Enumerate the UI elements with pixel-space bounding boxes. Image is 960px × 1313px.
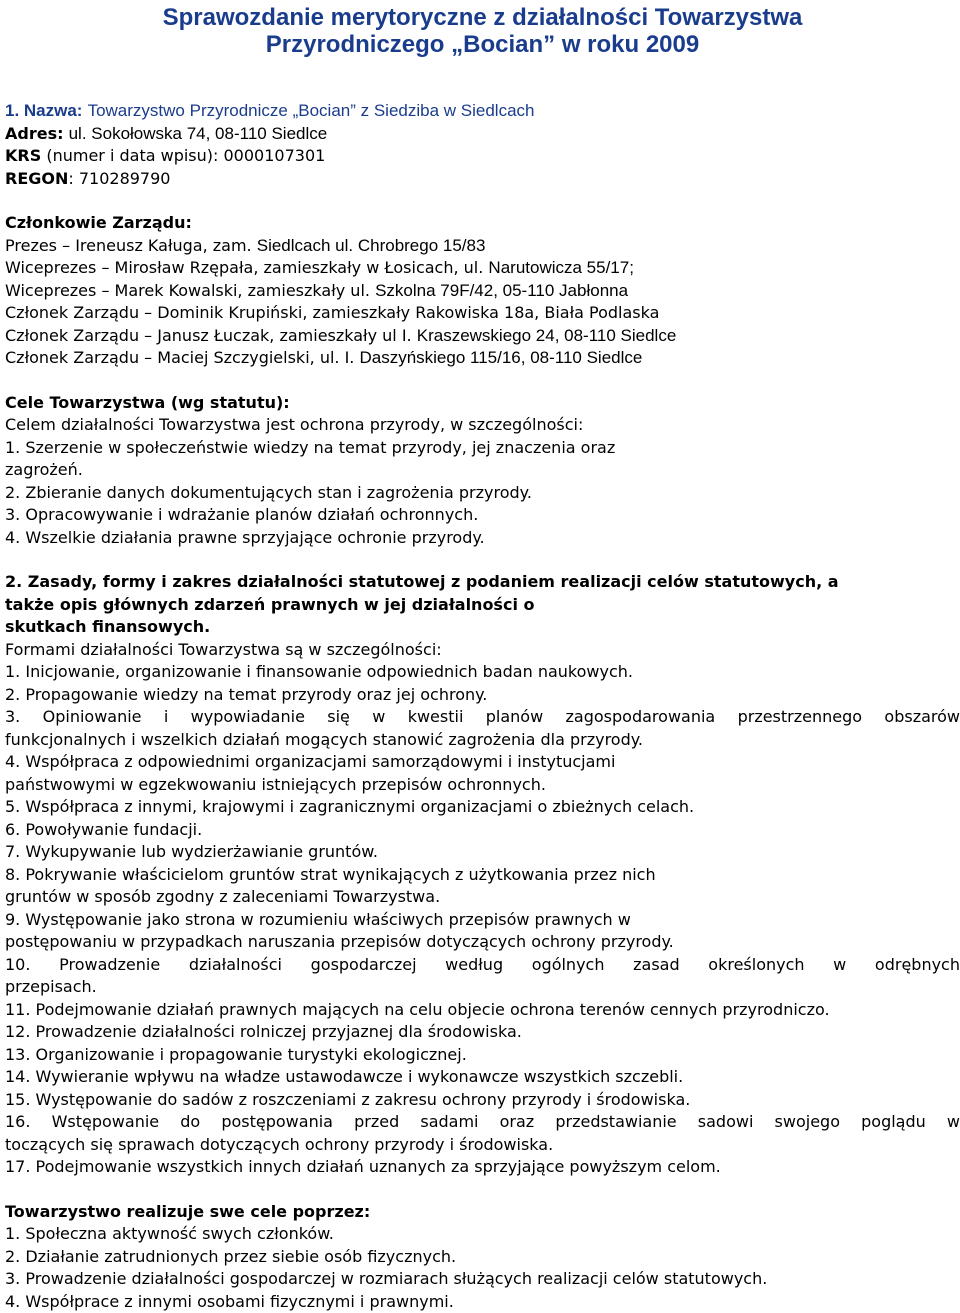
board-member-3: [5, 347, 960, 370]
realize-heading: Towarzystwo realizuje swe cele poprzez:: [5, 1201, 960, 1224]
realize-section: [5, 1201, 960, 1313]
form-item: 10. Prowadzenie działalności gospodarczej według ogólnych zasad określonych w odrębnych: [5, 954, 960, 977]
document-title: [5, 0, 960, 58]
basic-info: [5, 100, 960, 190]
krs-label: KRS: [5, 146, 41, 165]
board-member2-address: Kraszewskiego 24, 08-110 Siedlce: [417, 326, 677, 345]
form-item-continued: toczących się sprawach dotyczących ochrony przyrody i środowiska.: [5, 1134, 960, 1157]
form-item: 14. Wywieranie wpływu na władze ustawodawcze i wykonawcze wszystkich szczebli.: [5, 1066, 960, 1089]
form-item: 8. Pokrywanie właścicielom gruntów strat wynikających z użytkowania przez nich: [5, 864, 960, 887]
title-line-1: Sprawozdanie merytoryczne z działalności Towarzystwa: [163, 4, 803, 31]
board-member2-text: Członek Zarządu – Janusz Łuczak, zamieszkały ul I.: [5, 326, 412, 345]
address-line: [5, 123, 960, 146]
board-member-2: [5, 325, 960, 348]
board-prezes-text: Prezes – Ireneusz Kaługa, zam.: [5, 236, 252, 255]
form-item: 17. Podejmowanie wszystkich innych działań uznanych za sprzyjające powyższym celom.: [5, 1156, 960, 1179]
form-item-continued: gruntów w sposób zgodny z zaleceniami Towarzystwa.: [5, 886, 960, 909]
section-2-heading-line-2: także opis głównych zdarzeń prawnych w jej działalności o: [5, 594, 960, 617]
board-wice2-address: Szkolna 79F/42, 05-110 Jabłonna: [375, 281, 628, 300]
board-heading: Członkowie Zarządu:: [5, 212, 960, 235]
goal-item: 4. Wszelkie działania prawne sprzyjające ochronie przyrody.: [5, 527, 960, 550]
board-prezes-address: Siedlcach ul. Chrobrego 15/83: [257, 236, 486, 255]
realize-item: 3. Prowadzenie działalności gospodarczej w rozmiarach służących realizacji celów statutowych.: [5, 1268, 960, 1291]
form-item-continued: przepisach.: [5, 976, 960, 999]
title-line-2: Przyrodniczego „Bocian” w roku 2009: [266, 31, 699, 58]
board-wiceprezes-1: [5, 257, 960, 280]
realize-item: 2. Działanie zatrudnionych przez siebie osób fizycznych.: [5, 1246, 960, 1269]
form-item-continued: funkcjonalnych i wszelkich działań mogących stanowić zagrożenia dla przyrody.: [5, 729, 960, 752]
document-page: [5, 0, 960, 1313]
regon-line: [5, 168, 960, 191]
form-item: 3. Opiniowanie i wypowiadanie się w kwestii planów zagospodarowania przestrzennego obszarów: [5, 706, 960, 729]
form-item: 1. Inicjowanie, organizowanie i finansowanie odpowiednich badan naukowych.: [5, 661, 960, 684]
goals-heading: Cele Towarzystwa (wg statutu):: [5, 392, 960, 415]
form-item: 16. Wstępowanie do postępowania przed sadami oraz przedstawianie sadowi swojego poglądu w: [5, 1111, 960, 1134]
goals-section: [5, 392, 960, 550]
form-item: 4. Współpraca z odpowiednimi organizacjami samorządowymi i instytucjami: [5, 751, 960, 774]
form-item: 5. Współpraca z innymi, krajowymi i zagranicznymi organizacjami o zbieżnych celach.: [5, 796, 960, 819]
krs-line: [5, 145, 960, 168]
form-item: 15. Występowanie do sadów z roszczeniami z zakresu ochrony przyrody i środowiska.: [5, 1089, 960, 1112]
realize-item: 1. Społeczna aktywność swych członków.: [5, 1223, 960, 1246]
goal-item: 2. Zbieranie danych dokumentujących stan i zagrożenia przyrody.: [5, 482, 960, 505]
goal-item-continued: zagrożeń.: [5, 459, 960, 482]
form-item: 7. Wykupywanie lub wydzierżawianie gruntów.: [5, 841, 960, 864]
form-item: 6. Powoływanie fundacji.: [5, 819, 960, 842]
section-2-intro: Formami działalności Towarzystwa są w szczególności:: [5, 639, 960, 662]
form-item: 12. Prowadzenie działalności rolniczej przyjaznej dla środowiska.: [5, 1021, 960, 1044]
board-wice2-text: Wiceprezes – Marek Kowalski, zamieszkały ul.: [5, 281, 370, 300]
realize-item: 4. Współprace z innymi osobami fizycznymi i prawnymi.: [5, 1291, 960, 1313]
section-2: [5, 571, 960, 1179]
section-2-heading-line-1: 2. Zasady, formy i zakres działalności statutowej z podaniem realizacji celów statutowych, a: [5, 571, 960, 594]
board-wice1-text: Wiceprezes – Mirosław Rzępała, zamieszkały w Łosicach, ul.: [5, 258, 483, 277]
name-value: Towarzystwo Przyrodnicze „Bocian” z Siedziba w Siedlcach: [88, 101, 535, 120]
name-label: 1. Nazwa:: [5, 101, 82, 120]
form-item-continued: państwowymi w egzekwowaniu istniejących przepisów ochronnych.: [5, 774, 960, 797]
form-item: 9. Występowanie jako strona w rozumieniu właściwych przepisów prawnych w: [5, 909, 960, 932]
address-value: ul. Sokołowska 74, 08-110 Siedlce: [69, 124, 328, 143]
form-item-continued: postępowaniu w przypadkach naruszania przepisów dotyczących ochrony przyrody.: [5, 931, 960, 954]
goal-item: 3. Opracowywanie i wdrażanie planów działań ochronnych.: [5, 504, 960, 527]
board-section: [5, 212, 960, 370]
board-member3-text: Członek Zarządu – Maciej Szczygielski, ul. I.: [5, 348, 354, 367]
name-line: [5, 100, 960, 123]
regon-label: REGON: [5, 169, 68, 188]
form-item: 11. Podejmowanie działań prawnych mających na celu objecie ochrona terenów cennych przyrodniczo.: [5, 999, 960, 1022]
board-member-1: Członek Zarządu – Dominik Krupiński, zamieszkały Rakowiska 18a, Biała Podlaska: [5, 302, 960, 325]
form-item: 13. Organizowanie i propagowanie turystyki ekologicznej.: [5, 1044, 960, 1067]
goal-item: 1. Szerzenie w społeczeństwie wiedzy na temat przyrody, jej znaczenia oraz: [5, 437, 960, 460]
board-wiceprezes-2: [5, 280, 960, 303]
regon-value: : 710289790: [68, 169, 170, 188]
board-member3-address: Daszyńskiego 115/16, 08-110 Siedlce: [359, 348, 642, 367]
section-2-heading-line-3: skutkach finansowych.: [5, 616, 960, 639]
board-wice1-address: Narutowicza 55/17;: [488, 258, 634, 277]
krs-value: (numer i data wpisu): 0000107301: [46, 146, 325, 165]
form-item: 2. Propagowanie wiedzy na temat przyrody oraz jej ochrony.: [5, 684, 960, 707]
goals-intro: Celem działalności Towarzystwa jest ochrona przyrody, w szczególności:: [5, 414, 960, 437]
board-prezes: [5, 235, 960, 258]
address-label: Adres:: [5, 124, 64, 143]
